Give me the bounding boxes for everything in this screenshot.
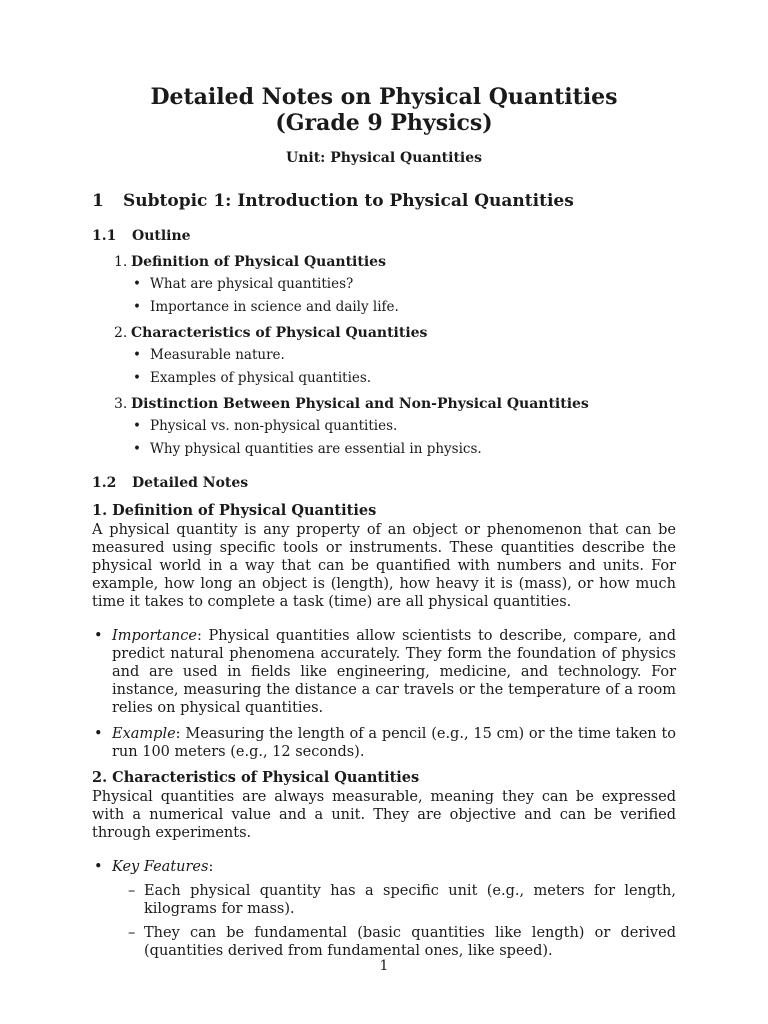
paragraph-heading-characteristics: 2. Characteristics of Physical Quantities xyxy=(92,769,420,786)
outline-bullet: • Physical vs. non-physical quantities. xyxy=(133,418,676,434)
paragraph-heading-definition: 1. Definition of Physical Quantities xyxy=(92,502,377,519)
outline-bullet: • Examples of physical quantities. xyxy=(133,370,676,386)
page-number: 1 xyxy=(379,958,389,974)
subsection-heading-outline xyxy=(92,228,676,244)
outline-item-heading: Definition of Physical Quantities xyxy=(131,254,386,270)
example-item xyxy=(92,725,676,761)
characteristics-paragraph: Physical quantities are always measurable, meaning they can be expressed with a numerical value and a unit. They are objective and can be verified through experiments. xyxy=(92,789,676,841)
key-feature: – They can be fundamental (basic quantities like length) or derived (quantities derived from fundamental ones, like speed). xyxy=(128,924,676,960)
outline-bullet: • What are physical quantities? xyxy=(133,276,676,292)
subsection-heading-notes xyxy=(92,475,676,491)
importance-label: Importance xyxy=(112,628,197,644)
subsection-title: Detailed Notes xyxy=(132,475,249,491)
definition-paragraph: A physical quantity is any property of an object or phenomenon that can be measured using specific tools or instruments. These quantities describe the physical world in a way that can be quantified with numbers and units. For example, how long an object is (length), how heavy it is (mass), or how much time it takes to complete a task (time) are all physical quantities. xyxy=(92,522,676,610)
importance-text: : Physical quantities allow scientists to describe, compare, and predict natural phenomena accurately. They form the foundation of physics and are used in fields like engineering, medicine, and technology. For instance, measuring the distance a car travels or the temperature of a room relies on physical quantities. xyxy=(112,628,676,716)
document-page xyxy=(92,84,676,968)
outline-list xyxy=(92,254,676,457)
key-features-item xyxy=(92,858,676,960)
outline-item-number: 1. xyxy=(114,254,128,270)
outline-item xyxy=(114,396,676,457)
unit-subtitle: Unit: Physical Quantities xyxy=(285,150,483,166)
document-title: Detailed Notes on Physical Quantities (Grade 9 Physics) xyxy=(150,84,618,136)
section-number: 1 xyxy=(92,191,104,211)
outline-item-number: 3. xyxy=(114,396,128,412)
characteristics-points xyxy=(92,858,676,960)
outline-bullet: • Why physical quantities are essential in physics. xyxy=(133,441,676,457)
outline-item xyxy=(114,325,676,386)
outline-bullet: • Measurable nature. xyxy=(133,347,676,363)
section-heading xyxy=(92,191,676,211)
definition-points xyxy=(92,627,676,761)
subsection-title: Outline xyxy=(132,228,191,244)
key-features-colon: : xyxy=(208,859,214,875)
example-label: Example xyxy=(112,726,176,742)
key-feature: – Each physical quantity has a specific unit (e.g., meters for length, kilograms for mass). xyxy=(128,882,676,918)
importance-item xyxy=(92,627,676,717)
subsection-number: 1.2 xyxy=(92,475,117,491)
section-title: Subtopic 1: Introduction to Physical Quantities xyxy=(123,191,574,211)
outline-item-number: 2. xyxy=(114,325,128,341)
example-text: : Measuring the length of a pencil (e.g., 15 cm) or the time taken to run 100 meters (e.g., 12 seconds). xyxy=(112,726,676,760)
outline-item-heading: Distinction Between Physical and Non-Physical Quantities xyxy=(131,396,589,412)
key-features-label: Key Features xyxy=(112,859,209,875)
subsection-number: 1.1 xyxy=(92,228,117,244)
outline-item xyxy=(114,254,676,315)
outline-item-heading: Characteristics of Physical Quantities xyxy=(131,325,428,341)
outline-bullet: • Importance in science and daily life. xyxy=(133,299,676,315)
key-features-list xyxy=(112,882,676,960)
